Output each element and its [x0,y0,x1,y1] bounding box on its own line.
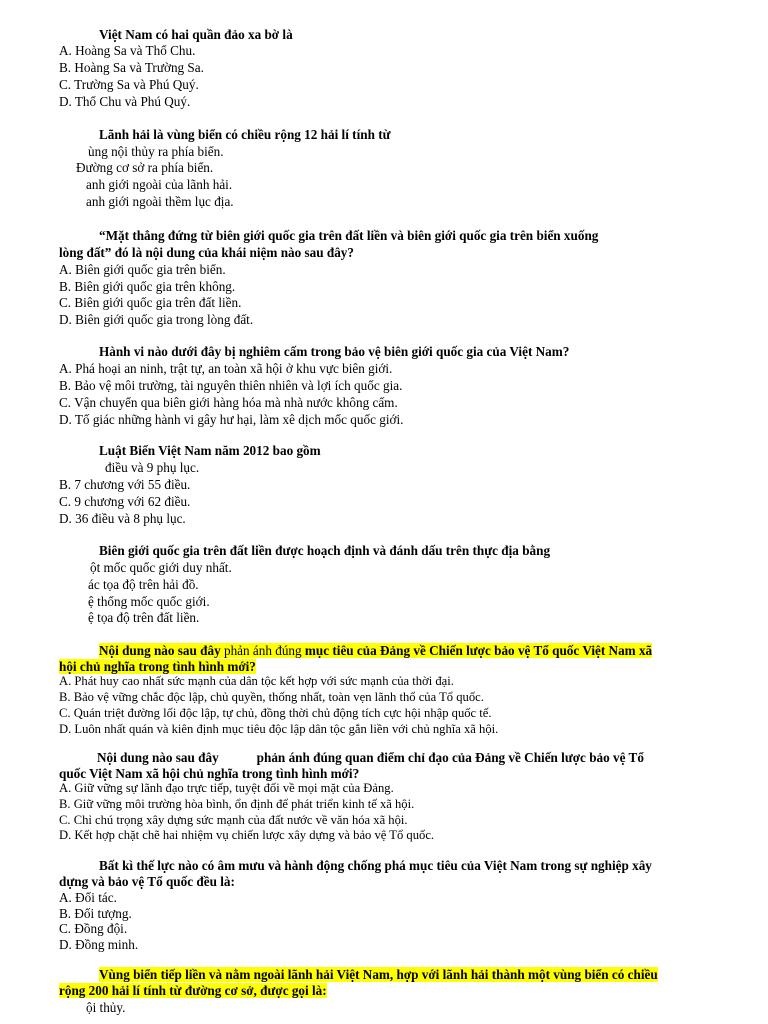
q6-option-a: ột mốc quốc giới duy nhất. [90,560,232,575]
question-8-line-2: quốc Việt Nam xã hội chủ nghĩa trong tình hình mới? [59,766,360,781]
q2-option-c: anh giới ngoài của lãnh hải. [86,177,233,192]
q7-option-b: B. Bảo vệ vững chắc độc lập, chủ quyền, thống nhất, toàn vẹn lãnh thổ của Tổ quốc. [59,690,484,704]
q2-option-b: Đường cơ sở ra phía biển. [76,160,214,175]
q7-normal-part: phản ánh đúng [220,643,305,658]
q5-option-b: B. 7 chương với 55 điều. [59,477,191,492]
q9-option-d: D. Đồng minh. [59,937,139,952]
question-7-line-1 [99,642,652,659]
q7-bold-part-1: Nội dung nào sau đây [99,643,221,658]
q2-option-a: ùng nội thủy ra phía biển. [88,144,224,159]
q8-part-2: phản ánh đúng quan điểm chỉ đạo của Đảng về Chiến lược bảo vệ Tổ [256,750,644,765]
question-8-line-1 [97,749,644,766]
q4-option-a: A. Phá hoại an ninh, trật tự, an toàn xã hội ở khu vực biên giới. [59,361,393,376]
question-5: Luật Biển Việt Nam năm 2012 bao gồm [99,443,321,458]
q6-option-b: ác tọa độ trên hải đồ. [88,577,199,592]
question-9-line-1: Bất kì thế lực nào có âm mưu và hành động chống phá mục tiêu của Việt Nam trong sự nghiệp xây [99,858,652,873]
q8-part-1: Nội dung nào sau đây [97,750,219,765]
q3-option-c: C. Biên giới quốc gia trên đất liền. [59,295,242,310]
q2-option-d: anh giới ngoài thềm lục địa. [86,194,234,209]
q10-option-a: ội thủy. [86,1000,126,1015]
q5-option-c: C. 9 chương với 62 điều. [59,494,191,509]
question-10-line-1 [99,966,658,983]
question-3-line-2: lòng đất” đó là nội dung của khái niệm nào sau đây? [59,245,354,260]
q7-option-a: A. Phát huy cao nhất sức mạnh của dân tộc kết hợp với sức mạnh của thời đại. [59,674,454,688]
q1-option-a: A. Hoàng Sa và Thổ Chu. [59,43,196,58]
q3-option-b: B. Biên giới quốc gia trên không. [59,279,236,294]
question-1: Việt Nam có hai quần đảo xa bờ là [99,27,293,42]
q6-option-d: ệ tọa độ trên đất liền. [88,610,200,625]
q7-line-2-text: hội chủ nghĩa trong tình hình mới? [59,659,256,674]
q9-option-c: C. Đồng đội. [59,921,128,936]
q3-option-d: D. Biên giới quốc gia trong lòng đất. [59,312,254,327]
q5-option-a: điều và 9 phụ lục. [105,460,200,475]
q1-option-d: D. Thổ Chu và Phú Quý. [59,94,191,109]
q8-option-d: D. Kết hợp chặt chẽ hai nhiệm vụ chiến lược xây dựng và bảo vệ Tổ quốc. [59,828,435,842]
question-9-line-2: dựng và bảo vệ Tổ quốc đều là: [59,874,235,889]
question-2: Lãnh hải là vùng biển có chiều rộng 12 hải lí tính từ [99,127,391,142]
q7-bold-part-2: mục tiêu của Đảng về Chiến lược bảo vệ Tổ quốc Việt Nam xã [304,643,653,658]
q5-option-d: D. 36 điều và 8 phụ lục. [59,511,186,526]
q3-option-a: A. Biên giới quốc gia trên biển. [59,262,226,277]
question-10-line-2 [59,982,327,999]
q8-option-c: C. Chỉ chú trọng xây dựng sức mạnh của đất nước về văn hóa xã hội. [59,813,408,827]
q1-option-b: B. Hoàng Sa và Trường Sa. [59,60,204,75]
q10-line-2-text: rộng 200 hải lí tính từ đường cơ sở, được gọi là: [59,983,327,998]
question-4: Hành vi nào dưới đây bị nghiêm cấm trong bảo vệ biên giới quốc gia của Việt Nam? [99,344,570,359]
q4-option-b: B. Bảo vệ môi trường, tài nguyên thiên nhiên và lợi ích quốc gia. [59,378,403,393]
q10-line-1-text: Vùng biển tiếp liền và nằm ngoài lãnh hải Việt Nam, hợp với lãnh hải thành một vùng biển có chiều [99,967,658,982]
question-3-line-1: “Mặt thẳng đứng từ biên giới quốc gia trên đất liền và biên giới quốc gia trên biển xuống [99,228,599,243]
q8-option-a: A. Giữ vững sự lãnh đạo trực tiếp, tuyệt đối về mọi mặt của Đảng. [59,781,394,795]
q8-option-b: B. Giữ vững môi trường hòa bình, ổn định để phát triển kinh tế xã hội. [59,797,415,811]
q7-option-d: D. Luôn nhất quán và kiên định mục tiêu độc lập dân tộc gắn liền với chủ nghĩa xã hội. [59,722,499,736]
q4-option-c: C. Vận chuyển qua biên giới hàng hóa mà nhà nước không cấm. [59,395,398,410]
q9-option-a: A. Đối tác. [59,890,117,905]
q9-option-b: B. Đối tượng. [59,906,132,921]
q4-option-d: D. Tố giác những hành vi gây hư hại, làm xê dịch mốc quốc giới. [59,412,404,427]
q1-option-c: C. Trường Sa và Phú Quý. [59,77,199,92]
q6-option-c: ệ thống mốc quốc giới. [88,594,210,609]
question-6: Biên giới quốc gia trên đất liền được hoạch định và đánh dấu trên thực địa bằng [99,543,551,558]
q7-option-c: C. Quán triệt đường lối độc lập, tự chủ, đồng thời chủ động tích cực hội nhập quốc tế. [59,706,492,720]
